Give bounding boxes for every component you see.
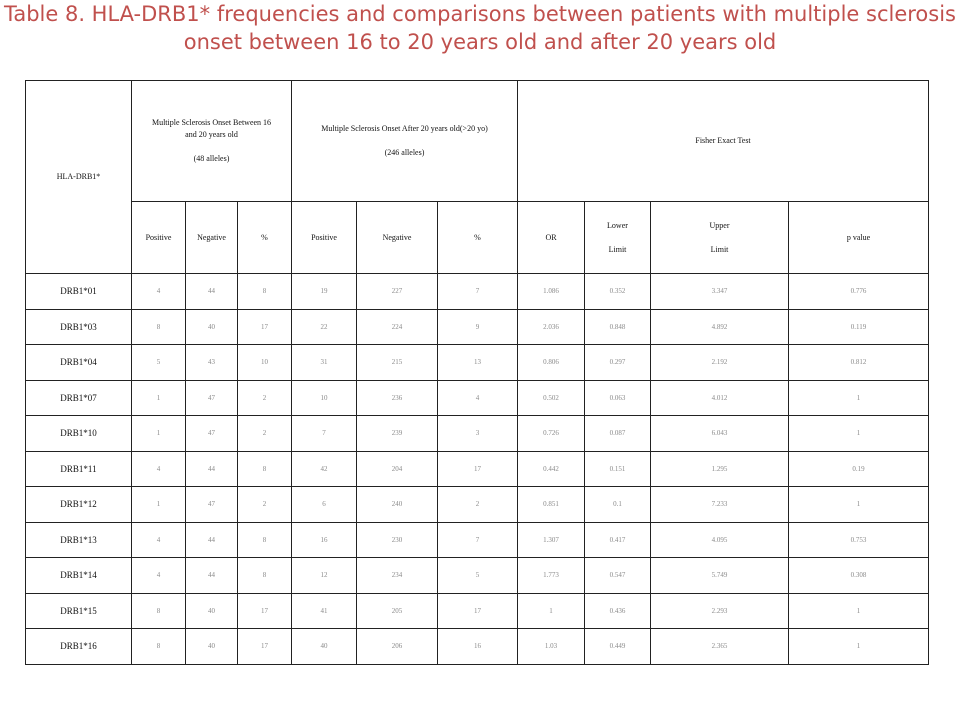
- neg1-cell: 40: [186, 629, 238, 665]
- allele-cell: DRB1*16: [26, 629, 132, 665]
- p-cell: 1: [789, 487, 929, 523]
- col-pct-1: %: [238, 202, 292, 274]
- pos1-cell: 1: [132, 380, 186, 416]
- upper-cell: 2.365: [651, 629, 789, 665]
- pos2-cell: 22: [292, 309, 357, 345]
- upper-cell: 3.347: [651, 274, 789, 310]
- group1-alleles: (48 alleles): [193, 154, 230, 163]
- lower-cell: 0.063: [585, 380, 651, 416]
- neg1-cell: 44: [186, 558, 238, 594]
- allele-cell: DRB1*12: [26, 487, 132, 523]
- allele-cell: DRB1*04: [26, 345, 132, 381]
- pct1-cell: 17: [238, 629, 292, 665]
- allele-cell: DRB1*15: [26, 593, 132, 629]
- pos1-cell: 5: [132, 345, 186, 381]
- title-line-2: onset between 16 to 20 years old and after 20 years old: [183, 30, 777, 54]
- neg2-cell: 236: [357, 380, 438, 416]
- or-cell: 1: [518, 593, 585, 629]
- or-cell: 2.036: [518, 309, 585, 345]
- neg1-cell: 43: [186, 345, 238, 381]
- neg2-cell: 204: [357, 451, 438, 487]
- pct2-cell: 7: [438, 522, 518, 558]
- neg1-cell: 44: [186, 274, 238, 310]
- table-row: [26, 593, 929, 629]
- lower-cell: 0.547: [585, 558, 651, 594]
- table-row: [26, 416, 929, 452]
- p-cell: 1: [789, 416, 929, 452]
- fisher-header: [518, 81, 929, 202]
- pos2-cell: 31: [292, 345, 357, 381]
- hla-frequency-table: [25, 80, 929, 665]
- col-positive-1: Positive: [132, 202, 186, 274]
- pct2-cell: 16: [438, 629, 518, 665]
- table-row: [26, 629, 929, 665]
- allele-cell: DRB1*01: [26, 274, 132, 310]
- lower-cell: 0.436: [585, 593, 651, 629]
- or-cell: 0.806: [518, 345, 585, 381]
- hla-header-label: HLA-DRB1*: [56, 172, 101, 181]
- table-title: [0, 0, 960, 56]
- lower-cell: 0.087: [585, 416, 651, 452]
- pos2-cell: 16: [292, 522, 357, 558]
- neg1-cell: 47: [186, 380, 238, 416]
- upper-cell: 2.293: [651, 593, 789, 629]
- or-cell: 1.086: [518, 274, 585, 310]
- col-pct-2: %: [438, 202, 518, 274]
- neg2-cell: 234: [357, 558, 438, 594]
- pct1-cell: 8: [238, 451, 292, 487]
- pct1-cell: 2: [238, 416, 292, 452]
- pct1-cell: 2: [238, 380, 292, 416]
- p-cell: 1: [789, 629, 929, 665]
- lower-cell: 0.352: [585, 274, 651, 310]
- table-row: [26, 380, 929, 416]
- neg2-cell: 239: [357, 416, 438, 452]
- hla-header: [26, 81, 132, 274]
- pos1-cell: 8: [132, 309, 186, 345]
- pct2-cell: 13: [438, 345, 518, 381]
- fisher-header-label: Fisher Exact Test: [695, 136, 751, 145]
- or-cell: 0.502: [518, 380, 585, 416]
- p-cell: 0.19: [789, 451, 929, 487]
- col-or: OR: [518, 202, 585, 274]
- pct2-cell: 17: [438, 451, 518, 487]
- group1-header-line1: Multiple Sclerosis Onset Between 16: [151, 118, 272, 127]
- pct1-cell: 2: [238, 487, 292, 523]
- neg1-cell: 44: [186, 451, 238, 487]
- neg2-cell: 224: [357, 309, 438, 345]
- upper-cell: 4.012: [651, 380, 789, 416]
- neg2-cell: 230: [357, 522, 438, 558]
- upper-cell: 1.295: [651, 451, 789, 487]
- allele-cell: DRB1*11: [26, 451, 132, 487]
- pos2-cell: 42: [292, 451, 357, 487]
- p-cell: 0.812: [789, 345, 929, 381]
- neg2-cell: 206: [357, 629, 438, 665]
- upper-cell: 6.043: [651, 416, 789, 452]
- group1-header: [132, 81, 292, 202]
- p-cell: 0.119: [789, 309, 929, 345]
- or-cell: 1.307: [518, 522, 585, 558]
- pct1-cell: 10: [238, 345, 292, 381]
- pct2-cell: 2: [438, 487, 518, 523]
- neg2-cell: 227: [357, 274, 438, 310]
- group2-header-line1: Multiple Sclerosis Onset After 20 years old(>20 yo): [321, 124, 488, 133]
- allele-cell: DRB1*10: [26, 416, 132, 452]
- col-lower-limit: [585, 202, 651, 274]
- allele-cell: DRB1*03: [26, 309, 132, 345]
- upper-cell: 4.095: [651, 522, 789, 558]
- neg2-cell: 215: [357, 345, 438, 381]
- table-row: [26, 345, 929, 381]
- pct2-cell: 7: [438, 274, 518, 310]
- col-lower-limit-line1: Lower: [607, 220, 628, 230]
- lower-cell: 0.848: [585, 309, 651, 345]
- col-negative-1: Negative: [186, 202, 238, 274]
- col-p-value: p value: [789, 202, 929, 274]
- p-cell: 0.308: [789, 558, 929, 594]
- col-upper-limit-line1: Upper: [709, 220, 730, 230]
- neg1-cell: 47: [186, 416, 238, 452]
- title-line-1: Table 8. HLA-DRB1* frequencies and comparisons between patients with multiple sclerosis: [3, 2, 956, 26]
- or-cell: 0.442: [518, 451, 585, 487]
- neg1-cell: 44: [186, 522, 238, 558]
- pct2-cell: 4: [438, 380, 518, 416]
- table-row: [26, 522, 929, 558]
- or-cell: 0.726: [518, 416, 585, 452]
- or-cell: 1.03: [518, 629, 585, 665]
- pct1-cell: 17: [238, 593, 292, 629]
- pos2-cell: 6: [292, 487, 357, 523]
- pos1-cell: 8: [132, 593, 186, 629]
- p-cell: 0.776: [789, 274, 929, 310]
- lower-cell: 0.297: [585, 345, 651, 381]
- allele-cell: DRB1*07: [26, 380, 132, 416]
- upper-cell: 4.892: [651, 309, 789, 345]
- p-cell: 1: [789, 593, 929, 629]
- pos2-cell: 12: [292, 558, 357, 594]
- header-row-groups: [26, 81, 929, 202]
- lower-cell: 0.417: [585, 522, 651, 558]
- neg1-cell: 40: [186, 309, 238, 345]
- pos1-cell: 4: [132, 558, 186, 594]
- neg1-cell: 40: [186, 593, 238, 629]
- group2-header: [292, 81, 518, 202]
- pos1-cell: 4: [132, 274, 186, 310]
- upper-cell: 2.192: [651, 345, 789, 381]
- group2-alleles: (246 alleles): [384, 148, 425, 157]
- group1-header-line2: and 20 years old: [185, 130, 238, 139]
- pos1-cell: 4: [132, 451, 186, 487]
- lower-cell: 0.151: [585, 451, 651, 487]
- col-upper-limit: [651, 202, 789, 274]
- pct2-cell: 3: [438, 416, 518, 452]
- pos2-cell: 41: [292, 593, 357, 629]
- pct2-cell: 17: [438, 593, 518, 629]
- or-cell: 1.773: [518, 558, 585, 594]
- p-cell: 1: [789, 380, 929, 416]
- pct2-cell: 9: [438, 309, 518, 345]
- col-positive-2: Positive: [292, 202, 357, 274]
- pos1-cell: 1: [132, 487, 186, 523]
- neg1-cell: 47: [186, 487, 238, 523]
- pos1-cell: 8: [132, 629, 186, 665]
- upper-cell: 7.233: [651, 487, 789, 523]
- table-row: [26, 309, 929, 345]
- header-row-columns: [26, 202, 929, 274]
- pct2-cell: 5: [438, 558, 518, 594]
- allele-cell: DRB1*13: [26, 522, 132, 558]
- pos1-cell: 1: [132, 416, 186, 452]
- table-row: [26, 487, 929, 523]
- allele-cell: DRB1*14: [26, 558, 132, 594]
- p-cell: 0.753: [789, 522, 929, 558]
- lower-cell: 0.1: [585, 487, 651, 523]
- pct1-cell: 8: [238, 274, 292, 310]
- pos2-cell: 7: [292, 416, 357, 452]
- table-row: [26, 558, 929, 594]
- col-lower-limit-line2: Limit: [608, 244, 627, 254]
- neg2-cell: 240: [357, 487, 438, 523]
- col-negative-2: Negative: [357, 202, 438, 274]
- col-upper-limit-line2: Limit: [710, 244, 729, 254]
- pct1-cell: 8: [238, 522, 292, 558]
- pos2-cell: 10: [292, 380, 357, 416]
- or-cell: 0.851: [518, 487, 585, 523]
- lower-cell: 0.449: [585, 629, 651, 665]
- table-row: [26, 451, 929, 487]
- pos2-cell: 40: [292, 629, 357, 665]
- upper-cell: 5.749: [651, 558, 789, 594]
- pct1-cell: 8: [238, 558, 292, 594]
- table-row: [26, 274, 929, 310]
- pct1-cell: 17: [238, 309, 292, 345]
- pos2-cell: 19: [292, 274, 357, 310]
- neg2-cell: 205: [357, 593, 438, 629]
- pos1-cell: 4: [132, 522, 186, 558]
